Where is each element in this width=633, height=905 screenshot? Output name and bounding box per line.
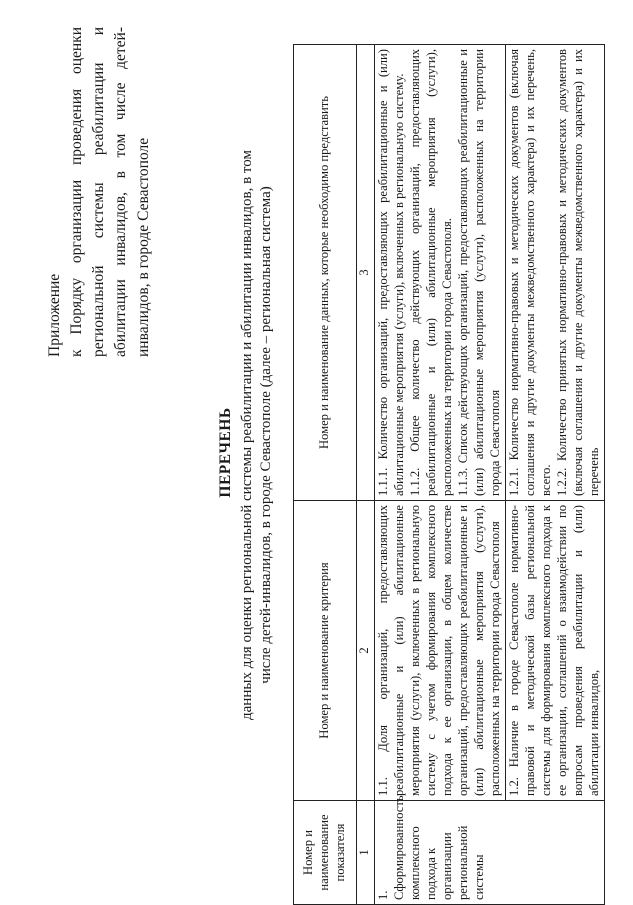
appendix-text: к Порядку организации проведения оценки региональной системы реабилитации и абилитации инвалидов, в том числе детей-инвалидов, в городе Севастополе <box>68 27 152 357</box>
table-row <box>505 45 604 905</box>
data-item: 1.2.2. Количество принятых нормативно-правовых и методических документов (включая соглашения и другие документы межведомственного характера) и их перечень <box>554 49 601 496</box>
table-row <box>375 45 506 905</box>
column-number: 3 <box>357 45 375 501</box>
data-cell <box>375 45 506 501</box>
header-data: Номер и наименование данных, которые необходимо представить <box>294 45 357 501</box>
appendix-note <box>44 27 155 357</box>
header-indicator: Номер и наименование показателя <box>294 801 357 905</box>
table-header-row <box>294 45 357 905</box>
indicator-cell: 1. Сформированность комплексного подхода к организации региональной системы <box>375 801 605 905</box>
document-subtitle: данных для оценки региональной системы реабилитации и абилитации инвалидов, в том числе детей-инвалидов, в городе Севастополе (далее – региональная система) <box>239 150 275 720</box>
column-number: 2 <box>357 501 375 801</box>
criteria-table <box>293 44 605 905</box>
data-cell <box>505 45 604 501</box>
appendix-heading: Приложение <box>46 273 63 357</box>
data-item: 1.2.1. Количество нормативно-правовых и методических документов (включая соглашения и другие документы межведомственного характера) и их перечень, всего. <box>506 49 553 496</box>
criterion-cell: 1.1. Доля организаций, предоставляющих реабилитационные и (или) абилитационные мероприятия (услуги), включенных в региональную систему с учетом формирования комплексного подхода к ее организации, в общем количестве организаций, предоставляющих реабилитационные и (или) абилитационные мероприятия (услуги), расположенных на территории города Севастополя <box>375 501 506 801</box>
header-criterion: Номер и наименование критерия <box>294 501 357 801</box>
column-number: 1 <box>357 801 375 905</box>
criterion-cell: 1.2. Наличие в городе Севастополе нормативно-правовой и методической базы региональной системы для формирования комплексного подхода к ее организации, соглашений о взаимодействии по вопросам проведения реабилитации и (или) абилитации инвалидов, <box>505 501 604 801</box>
data-item: 1.1.2. Общее количество действующих организаций, предоставляющих реабилитационные и (или) абилитационные мероприятия (услуги), расположенных на территории города Севастополя. <box>407 49 454 496</box>
data-item: 1.1.1. Количество организаций, предоставляющих реабилитационные и (или) абилитационные мероприятия (услуги), включенных в региональную систему. <box>376 49 406 496</box>
table-number-row <box>357 45 375 905</box>
document-title: ПЕРЕЧЕНЬ <box>217 407 234 498</box>
data-item: 1.1.3. Список действующих организаций, предоставляющих реабилитационные и (или) абилитационные мероприятия (услуги), расположенных на территории города Севастополя <box>455 49 502 496</box>
